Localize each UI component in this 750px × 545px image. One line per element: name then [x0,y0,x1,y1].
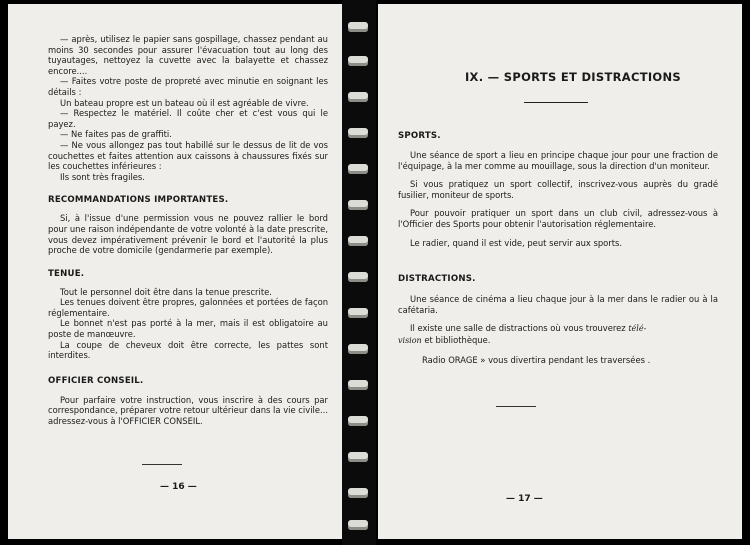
text-line: — Ne vous allongez pas tout habillé sur le dessus de lit de vos couchettes et faites attention aux caissons à chaussures fixés sur les couchettes inférieures : [48,139,328,172]
left-intro [48,34,328,182]
binding-ring [348,128,368,138]
section-heading: TENUE. [48,268,85,279]
section-body [48,287,328,361]
paragraph: Les tenues doivent être propres, galonnées et portées de façon réglementaire. [48,297,328,318]
binding-ring [348,520,368,530]
text-line: Un bateau propre est un bateau où il est agréable de vivre. [60,97,309,108]
paragraph: Pour pouvoir pratiquer un sport dans un club civil, adressez-vous à l'Officier des Sports pour obtenir l'autorisation réglementaire. [398,208,718,229]
section-body [398,294,718,365]
paragraph: Si, à l'issue d'une permission vous ne pouvez rallier le bord pour une raison indépendante de votre volonté à la date prescrite, vous devez impérativement prévenir le bord et l'autorité la plus proche de votre domicile (gendarmerie par exemple). [48,213,328,256]
title-rule [524,102,588,103]
paragraph: Le bonnet n'est pas porté à la mer, mais il est obligatoire au poste de manœuvre. [48,318,328,340]
paragraph: Radio ORAGE » vous divertira pendant les traversées . [422,354,651,365]
paragraph: Si vous pratiquez un sport collectif, inscrivez-vous auprès du gradé fusilier, moniteur de sports. [398,179,718,200]
text-line: — Ne faites pas de graffiti. [60,129,172,140]
paragraph: Une séance de cinéma a lieu chaque jour à la mer dans le radier ou à la cafétaria. [398,294,718,315]
section-heading: SPORTS. [398,131,441,141]
section-body [48,395,328,427]
page-number: — 16 — [160,482,197,492]
text-line: — après, utilisez le papier sans gospillage, chassez pendant au moins 30 secondes pour assurer l'évacuation tout au long des tuyautages, nettoyez la cuvette avec la balayette et chassez encore.... [48,34,328,76]
paragraph: La coupe de cheveux doit être correcte, les pattes sont interdites. [48,339,328,361]
paragraph: Pour parfaire votre instruction, vous inscrire à des cours par correspondance, préparer votre retour ultérieur dans la vie civile... adressez-vous à l'OFFICIER CONSEIL. [48,394,328,427]
binding-ring [348,272,368,282]
binding-ring [348,452,368,462]
binding-ring [348,200,368,210]
paragraph: Une séance de sport a lieu en principe chaque jour pour une fraction de l'équipage, à la mer comme au mouillage, sous la direction d'un moniteur. [398,150,718,171]
binding-ring [348,380,368,390]
section-heading: OFFICIER CONSEIL. [48,375,144,386]
paragraph: Tout le personnel doit être dans la tenue prescrite. [60,286,272,297]
binding-ring [348,56,368,66]
binding-spine [342,0,376,545]
left-page [8,4,352,539]
handwritten-note: télé- [628,324,647,334]
binding-ring [348,308,368,318]
library-text: et bibliothèque. [424,334,491,345]
paragraph-library [398,323,718,346]
divider [142,464,182,465]
section-heading: RECOMMANDATIONS IMPORTANTES. [48,195,229,206]
right-page [378,4,742,539]
binding-ring [348,236,368,246]
section-body [398,150,718,248]
text-line: — Faites votre poste de propreté avec minutie en soignant les détails : [48,76,328,97]
binding-ring [348,344,368,354]
section-body [48,213,328,255]
binding-ring [348,92,368,102]
paragraph: Le radier, quand il est vide, peut servir aux sports. [410,237,623,248]
text-line: Ils sont très fragiles. [60,171,145,182]
binding-ring [348,488,368,498]
handwritten-note: vision [398,335,422,345]
text-line: — Respectez le matériel. Il coûte cher et c'est vous qui le payez. [48,108,328,129]
binding-ring [348,416,368,426]
section-heading: DISTRACTIONS. [398,274,476,285]
binding-ring [348,164,368,174]
divider [496,406,536,407]
binding-ring [348,22,368,32]
chapter-title: IX. — SPORTS ET DISTRACTIONS [464,70,682,84]
library-text: Il existe une salle de distractions où vous trouverez [410,323,626,334]
page-number: — 17 — [506,494,543,504]
